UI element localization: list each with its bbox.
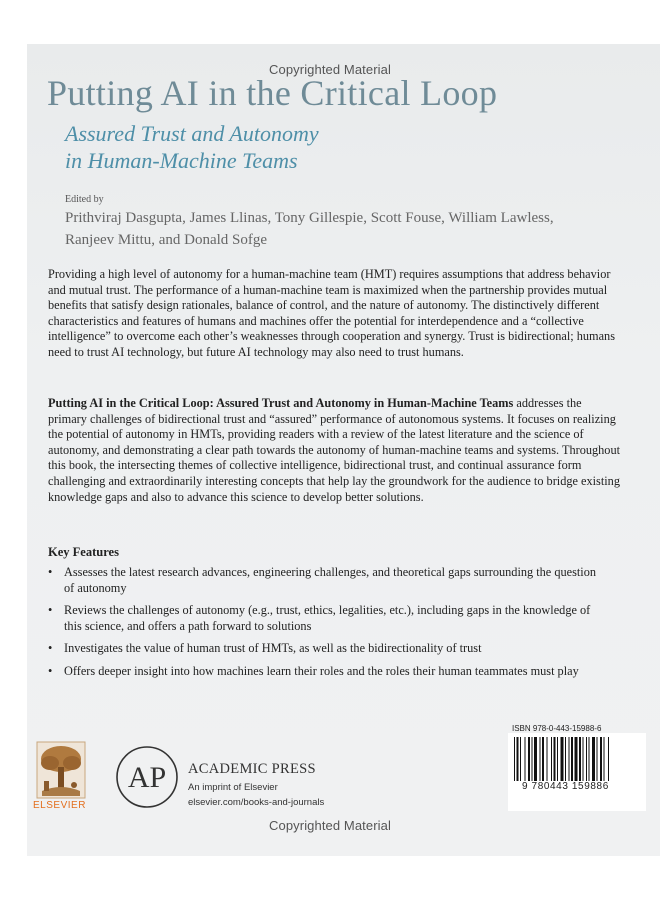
subtitle-line-1: Assured Trust and Autonomy [65,121,319,146]
barcode-bar [565,737,566,781]
barcode-bar [547,737,548,781]
editors-list [65,207,640,251]
isbn-label: ISBN 978-0-443-15988-6 [512,724,602,733]
barcode-bar [540,737,541,781]
watermark-top: Copyrighted Material [269,62,391,77]
bullet-icon: • [48,663,53,678]
barcode-bar [554,737,556,781]
feature-text: Assesses the latest research advances, engineering challenges, and theoretical gaps surrounding the question of autonomy [64,565,597,595]
key-features-list [48,565,608,687]
barcode-bar [534,737,537,781]
barcode-bar [571,737,573,781]
barcode-bar [608,737,609,781]
barcode-bar [520,737,521,781]
barcode-bar [569,737,570,781]
elsevier-wordmark: ELSEVIER [33,800,86,811]
publisher-name: ACADEMIC PRESS [188,761,316,777]
barcode-bar [589,737,590,781]
barcode-bar [597,737,598,781]
barcode-bar [561,737,564,781]
academic-press-logo-icon [114,744,180,810]
list-item [48,603,608,634]
barcode-bar [542,737,544,781]
elsevier-tree-icon [36,741,86,799]
barcode-bar [586,737,587,781]
bullet-icon: • [48,641,53,656]
barcode-bar [514,737,515,781]
list-item [48,664,608,680]
book-title-inline: Putting AI in the Critical Loop: Assured Trust and Autonomy in Human-Machine Teams [48,396,514,410]
edited-by-label: Edited by [65,194,104,205]
barcode-digits: 9 780443 159886 [522,781,609,792]
barcode-bar [517,737,519,781]
publisher-imprint: An imprint of Elsevier [188,782,278,793]
barcode-bar [557,737,558,781]
feature-text: Offers deeper insight into how machines learn their roles and the roles their human teammates must play [64,663,579,678]
bullet-icon: • [48,603,53,618]
ap-monogram: AP [127,761,167,794]
paragraph-2-body: addresses the primary challenges of bidirectional trust and “assured” performance of autonomous systems. It focuses on realizing the potential of autonomy in HMTs, providing readers with a review of the latest literature and the science of autonomy, and demonstrating a clear path towards the autonomy of human-machine teams and systems. Throughout this book, the intersecting themes of collective intelligence, bidirectional trust, and continual assurance form challenging and extraordinarily interesting concepts that help lay the groundwork for the audience to bridge existing knowledge gaps and also to advance this science to develop better solutions. [48,396,621,504]
subtitle-line-2: in Human-Machine Teams [65,148,298,173]
barcode-bar [525,737,526,781]
feature-text: Reviews the challenges of autonomy (e.g., trust, ethics, legalities, etc.), including gaps in the knowledge of this science, and offers a path forward to solutions [64,603,591,633]
barcode-bar [528,737,530,781]
description-paragraph-1: Providing a high level of autonomy for a human-machine team (HMT) requires assumptions that address behavior and mutual trust. The performance of a human-machine team is maximized when the partnership provides mutual benefits that satisfy design rationales, balance of control, and the nature of autonomy. The distinctively different characteristics and features of humans and machines offer the potential for interdependence and a “collective intelligence” to overcome each other’s weaknesses through cooperation and synergy. Trust is bidirectional; humans need to trust AI technology, but future AI technology may also need to trust humans. [48,267,615,359]
barcode [508,733,646,811]
barcode-bars [508,733,646,811]
key-features-heading: Key Features [48,545,119,559]
book-title: Putting AI in the Critical Loop [47,73,498,113]
barcode-bar [575,737,578,781]
barcode-bar [604,737,605,781]
description-paragraph-2 [48,396,623,505]
watermark-bottom: Copyrighted Material [269,818,391,833]
feature-text: Investigates the value of human trust of HMTs, as well as the bidirectionality of trust [64,641,482,656]
barcode-bar [592,737,595,781]
publisher-url: elsevier.com/books-and-journals [188,797,325,808]
barcode-bar [532,737,533,781]
editors-line-1: Prithviraj Dasgupta, James Llinas, Tony Gillespie, Scott Fouse, William Lawless, [65,210,554,226]
bullet-icon: • [48,565,53,579]
book-subtitle [65,120,585,174]
list-item [48,565,608,596]
editors-line-2: Ranjeev Mittu, and Donald Sofge [65,232,268,248]
barcode-bar [551,737,552,781]
barcode-bar [579,737,581,781]
barcode-bar [600,737,602,781]
barcode-bar [583,737,584,781]
list-item [48,641,608,657]
